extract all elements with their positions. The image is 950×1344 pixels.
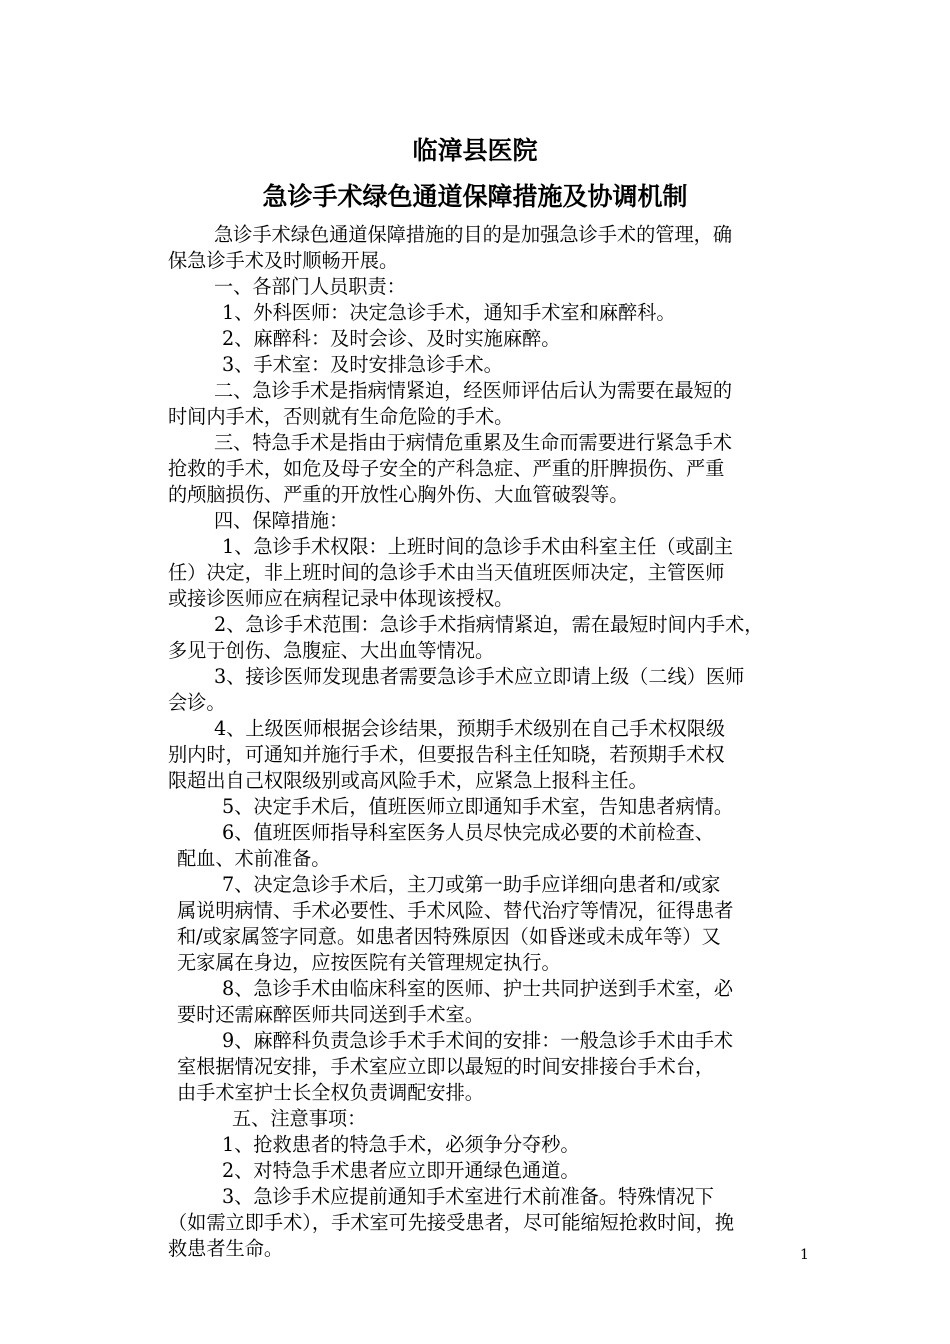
body-line: 7、决定急诊手术后，主刀或第一助手应详细向患者和/或家 (222, 873, 721, 896)
body-line: 要时还需麻醉医师共同送到手术室。 (177, 1003, 484, 1026)
body-line: 由手术室护士长全权负责调配安排。 (177, 1081, 484, 1104)
body-line: 抢救的手术，如危及母子安全的产科急症、严重的肝脾损伤、严重 (168, 457, 725, 480)
body-line: 2、麻醉科：及时会诊、及时实施麻醉。 (222, 327, 561, 350)
body-line: 限超出自己权限级别或高风险手术，应紧急上报科主任。 (168, 769, 648, 792)
body-line: 五、注意事项： (232, 1107, 367, 1130)
body-line: 救患者生命。 (168, 1237, 284, 1260)
body-line: 急诊手术绿色通道保障措施的目的是加强急诊手术的管理，确 (214, 223, 733, 246)
body-line: 的颅脑损伤、严重的开放性心胸外伤、大血管破裂等。 (168, 483, 629, 506)
body-line: 2、急诊手术范围：急诊手术指病情紧迫，需在最短时间内手术， (214, 613, 764, 636)
body-line: 3、急诊手术应提前通知手术室进行术前准备。特殊情况下 (222, 1185, 714, 1208)
body-line: 任）决定，非上班时间的急诊手术由当天值班医师决定，主管医师 (168, 561, 725, 584)
body-line: 和/或家属签字同意。如患者因特殊原因（如昏迷或未成年等）又 (177, 925, 721, 948)
body-line: 8、急诊手术由临床科室的医师、护士共同护送到手术室，必 (222, 977, 734, 1000)
body-line: （如需立即手术），手术室可先接受患者，尽可能缩短抢救时间，挽 (168, 1211, 735, 1234)
body-line: 多见于创伤、急腹症、大出血等情况。 (168, 639, 495, 662)
body-line: 别内时，可通知并施行手术，但要报告科主任知晓，若预期手术权 (168, 743, 725, 766)
body-line: 时间内手术，否则就有生命危险的手术。 (168, 405, 514, 428)
body-line: 保急诊手术及时顺畅开展。 (168, 249, 399, 272)
body-line: 4、上级医师根据会诊结果，预期手术级别在自己手术权限级 (214, 717, 726, 740)
body-line: 配血、术前准备。 (177, 847, 331, 870)
body-line: 无家属在身边，应按医院有关管理规定执行。 (177, 951, 561, 974)
body-line: 1、急诊手术权限：上班时间的急诊手术由科室主任（或副主 (222, 535, 734, 558)
body-line: 3、手术室：及时安排急诊手术。 (222, 353, 503, 376)
body-line: 二、急诊手术是指病情紧迫，经医师评估后认为需要在最短的 (214, 379, 733, 402)
body-line: 三、特急手术是指由于病情危重累及生命而需要进行紧急手术 (214, 431, 733, 454)
body-line: 1、外科医师：决定急诊手术，通知手术室和麻醉科。 (222, 301, 676, 324)
body-line: 3、接诊医师发现患者需要急诊手术应立即请上级（二线）医师 (214, 665, 745, 688)
document-subtitle: 急诊手术绿色通道保障措施及协调机制 (262, 182, 688, 211)
body-line: 室根据情况安排，手术室应立即以最短的时间安排接台手术台， (177, 1055, 715, 1078)
body-line: 或接诊医师应在病程记录中体现该授权。 (168, 587, 514, 610)
page-number: 1 (800, 1247, 809, 1263)
body-line: 6、值班医师指导科室医务人员尽快完成必要的术前检查、 (222, 821, 714, 844)
hospital-title: 临漳县医院 (412, 136, 538, 165)
body-line: 2、对特急手术患者应立即开通绿色通道。 (222, 1159, 580, 1182)
body-line: 四、保障措施： (214, 509, 349, 532)
body-line: 9、麻醉科负责急诊手术手术间的安排：一般急诊手术由手术 (222, 1029, 734, 1052)
body-line: 1、抢救患者的特急手术，必须争分夺秒。 (222, 1133, 580, 1156)
body-line: 一、各部门人员职责： (214, 275, 406, 298)
body-line: 5、决定手术后，值班医师立即通知手术室，告知患者病情。 (222, 795, 734, 818)
body-line: 会诊。 (168, 691, 226, 714)
body-line: 属说明病情、手术必要性、手术风险、替代治疗等情况，征得患者 (177, 899, 734, 922)
